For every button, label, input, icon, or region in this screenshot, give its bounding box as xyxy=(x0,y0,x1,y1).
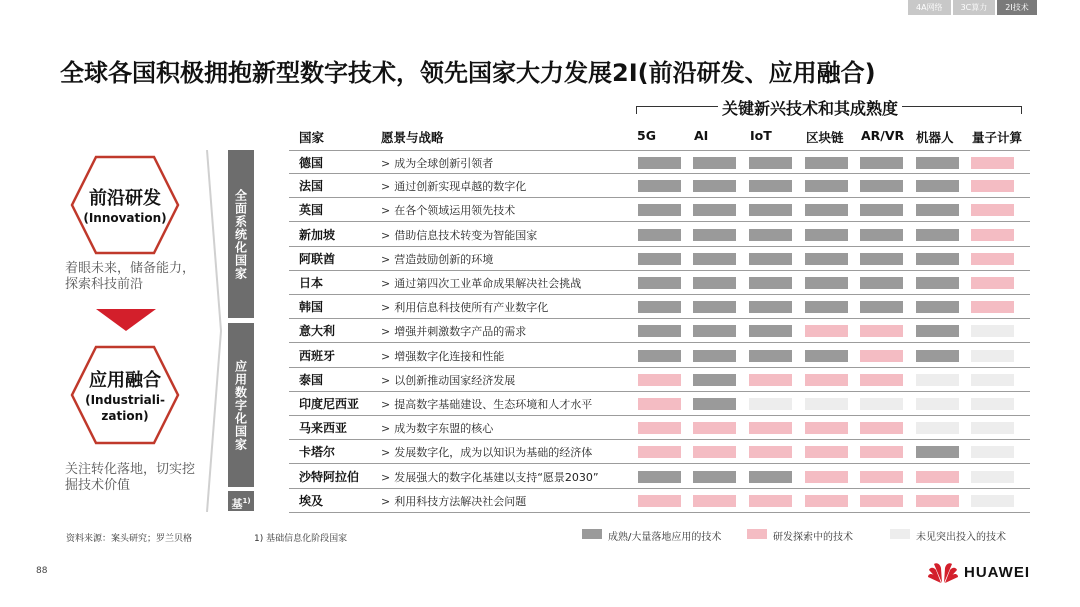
maturity-cell xyxy=(971,446,1014,458)
group-basic-label: 基 xyxy=(231,497,243,511)
maturity-cell xyxy=(860,446,903,458)
vision-label: 在各个领域运用领先技术 xyxy=(394,204,516,218)
bullet-arrow-icon: > xyxy=(381,301,391,315)
table-row xyxy=(289,271,1030,295)
bullet-arrow-icon: > xyxy=(381,373,391,387)
vision-text xyxy=(381,202,515,218)
maturity-cell xyxy=(805,180,848,192)
maturity-cell xyxy=(638,374,681,386)
vision-label: 通过第四次工业革命成果解决社会挑战 xyxy=(394,277,582,290)
maturity-cell xyxy=(916,229,959,241)
bullet-arrow-icon: > xyxy=(381,494,391,508)
bullet-arrow-icon: > xyxy=(381,204,391,218)
vision-label: 发展强大的数字化基建以支持“愿景2030” xyxy=(394,470,599,484)
maturity-cell xyxy=(693,180,736,192)
maturity-cell xyxy=(916,277,959,289)
maturity-cell xyxy=(805,157,848,169)
maturity-cell xyxy=(916,446,959,458)
maturity-cell xyxy=(749,350,792,362)
legend-swatch-none xyxy=(890,529,910,539)
innovation-description: 着眼未来，储备能力，探索科技前沿 xyxy=(65,261,196,292)
maturity-cell xyxy=(971,471,1014,483)
logo-text: HUAWEI xyxy=(964,563,1030,581)
maturity-cell xyxy=(860,301,903,313)
maturity-cell xyxy=(638,253,681,265)
country-name: 印度尼西亚 xyxy=(299,397,360,411)
vision-text xyxy=(381,299,548,315)
vision-text xyxy=(381,348,504,364)
innovation-subtitle: (Innovation) xyxy=(83,211,167,225)
key-tech-title: 关键新兴技术和其成熟度 xyxy=(718,96,902,119)
vision-label: 增强数字化连接和性能 xyxy=(394,349,505,363)
vision-label: 发展数字化，成为以知识为基础的经济体 xyxy=(394,446,593,460)
country-name: 马来西亚 xyxy=(299,421,348,436)
legend-swatch-mature xyxy=(582,529,602,539)
country-name: 卡塔尔 xyxy=(299,445,336,460)
maturity-cell xyxy=(749,422,792,434)
maturity-cell xyxy=(971,229,1014,241)
bullet-arrow-icon: > xyxy=(381,228,391,242)
header-tech-ai: AI xyxy=(694,128,709,143)
bullet-arrow-icon: > xyxy=(381,398,391,411)
huawei-flower-icon xyxy=(928,560,958,584)
maturity-cell xyxy=(805,374,848,386)
maturity-cell xyxy=(805,446,848,458)
bullet-arrow-icon: > xyxy=(381,325,391,339)
country-name: 泰国 xyxy=(299,372,324,387)
maturity-cell xyxy=(638,229,681,241)
header-tech-5g: 5G xyxy=(637,128,656,143)
maturity-cell xyxy=(971,204,1014,216)
source-note: 资料来源：案头研究；罗兰贝格 xyxy=(66,534,193,544)
footnote: 1) 基础信息化阶段国家 xyxy=(254,534,348,544)
bullet-arrow-icon: > xyxy=(381,252,391,266)
maturity-cell xyxy=(638,495,681,507)
vision-text xyxy=(381,444,592,460)
header-tech-blockchain: 区块链 xyxy=(806,130,844,145)
vision-label: 以创新推动国家经济发展 xyxy=(394,373,516,387)
maturity-cell xyxy=(860,229,903,241)
vision-text xyxy=(381,155,493,171)
vision-label: 成为数字东盟的核心 xyxy=(394,422,494,436)
maturity-cell xyxy=(916,350,959,362)
maturity-cell xyxy=(805,471,848,483)
country-name: 法国 xyxy=(299,179,324,194)
key-tech-bracket-left xyxy=(636,106,637,114)
maturity-cell xyxy=(971,253,1014,265)
maturity-cell xyxy=(693,471,736,483)
industrialization-subtitle-1: (Industriali- xyxy=(85,393,165,407)
table-row xyxy=(289,465,1030,489)
legend-label-mature: 成熟/大量落地应用的技术 xyxy=(608,532,722,543)
maturity-cell xyxy=(860,277,903,289)
maturity-cell xyxy=(693,350,736,362)
maturity-cell xyxy=(805,277,848,289)
maturity-cell xyxy=(916,157,959,169)
maturity-cell xyxy=(638,350,681,362)
industrialization-subtitle-2: zation) xyxy=(101,409,149,423)
country-name: 新加坡 xyxy=(299,227,336,242)
vision-label: 利用信息科技使所有产业数字化 xyxy=(394,301,549,315)
maturity-cell xyxy=(916,204,959,216)
table-row xyxy=(289,198,1030,222)
vision-text xyxy=(381,323,526,339)
bullet-arrow-icon: > xyxy=(381,157,391,170)
maturity-cell xyxy=(805,325,848,337)
country-name: 日本 xyxy=(299,276,324,290)
vision-label: 提高数字基础建设、生态环境和人才水平 xyxy=(394,398,593,411)
maturity-cell xyxy=(693,374,736,386)
table-row xyxy=(289,247,1030,271)
maturity-cell xyxy=(749,277,792,289)
industrialization-description: 关注转化落地，切实挖掘技术价值 xyxy=(65,462,196,493)
country-name: 意大利 xyxy=(299,324,336,339)
maturity-cell xyxy=(638,398,681,410)
maturity-cell xyxy=(916,301,959,313)
country-name: 阿联酋 xyxy=(299,251,336,266)
innovation-title: 前沿研发 xyxy=(89,188,161,209)
table-row xyxy=(289,416,1030,440)
maturity-cell xyxy=(916,374,959,386)
maturity-cell xyxy=(749,495,792,507)
vision-text xyxy=(381,227,537,243)
bullet-arrow-icon: > xyxy=(381,180,391,194)
maturity-cell xyxy=(971,495,1014,507)
maturity-cell xyxy=(638,180,681,192)
maturity-cell xyxy=(860,495,903,507)
vision-label: 利用科技方法解决社会问题 xyxy=(394,494,527,508)
legend-swatch-research xyxy=(747,529,767,539)
down-arrow-icon xyxy=(96,309,156,331)
maturity-cell xyxy=(638,446,681,458)
vision-text xyxy=(381,178,526,194)
table-row xyxy=(289,174,1030,198)
country-name: 埃及 xyxy=(299,493,324,508)
maturity-cell xyxy=(916,180,959,192)
huawei-logo xyxy=(928,560,1030,584)
key-tech-bracket-right xyxy=(1021,106,1022,114)
innovation-badge xyxy=(70,155,180,255)
vision-text xyxy=(381,275,581,291)
maturity-cell xyxy=(693,495,736,507)
country-name: 韩国 xyxy=(299,300,324,315)
maturity-cell xyxy=(638,277,681,289)
group-comprehensive: 全面系统化国家 xyxy=(228,150,254,318)
vision-label: 通过创新实现卓越的数字化 xyxy=(394,180,527,194)
industrialization-badge xyxy=(70,345,180,445)
maturity-cell xyxy=(805,301,848,313)
vision-text xyxy=(381,251,493,267)
table-row xyxy=(289,150,1030,174)
maturity-cell xyxy=(971,157,1014,169)
maturity-cell xyxy=(693,398,736,410)
maturity-cell xyxy=(860,157,903,169)
maturity-cell xyxy=(693,157,736,169)
maturity-cell xyxy=(749,398,792,410)
vision-label: 成为全球创新引领者 xyxy=(394,157,494,170)
maturity-cell xyxy=(805,253,848,265)
maturity-cell xyxy=(860,398,903,410)
country-name: 英国 xyxy=(299,203,324,218)
maturity-cell xyxy=(916,253,959,265)
maturity-cell xyxy=(749,301,792,313)
page-number: 88 xyxy=(36,566,48,576)
bullet-arrow-icon: > xyxy=(381,470,391,484)
maturity-cell xyxy=(971,180,1014,192)
maturity-cell xyxy=(693,277,736,289)
header-country: 国家 xyxy=(299,130,325,145)
country-name: 沙特阿拉伯 xyxy=(299,469,360,484)
maturity-cell xyxy=(971,277,1014,289)
vision-text xyxy=(381,396,592,412)
table-row xyxy=(289,319,1030,343)
maturity-cell xyxy=(693,253,736,265)
maturity-cell xyxy=(749,471,792,483)
maturity-cell xyxy=(749,253,792,265)
bullet-arrow-icon: > xyxy=(381,422,391,436)
maturity-cell xyxy=(749,229,792,241)
maturity-cell xyxy=(860,422,903,434)
maturity-cell xyxy=(860,350,903,362)
maturity-cell xyxy=(805,350,848,362)
header-tech-robot: 机器人 xyxy=(916,130,954,145)
maturity-cell xyxy=(749,446,792,458)
table-row xyxy=(289,489,1030,513)
maturity-cell xyxy=(638,471,681,483)
maturity-cell xyxy=(693,422,736,434)
maturity-cell xyxy=(693,446,736,458)
maturity-cell xyxy=(693,204,736,216)
maturity-cell xyxy=(860,253,903,265)
maturity-cell xyxy=(638,301,681,313)
maturity-cell xyxy=(693,325,736,337)
maturity-cell xyxy=(805,204,848,216)
maturity-cell xyxy=(749,157,792,169)
maturity-cell xyxy=(860,204,903,216)
maturity-cell xyxy=(971,301,1014,313)
maturity-cell xyxy=(805,422,848,434)
table-row xyxy=(289,223,1030,247)
bullet-arrow-icon: > xyxy=(381,446,391,460)
maturity-cell xyxy=(971,422,1014,434)
vision-label: 营造鼓励创新的环境 xyxy=(394,252,494,266)
group-applied: 应用数字化国家 xyxy=(228,323,254,487)
header-vision: 愿景与战略 xyxy=(381,130,444,145)
maturity-cell xyxy=(971,374,1014,386)
table-row xyxy=(289,440,1030,464)
maturity-cell xyxy=(805,229,848,241)
tab-4a-network[interactable]: 4A网络 xyxy=(908,0,951,15)
maturity-cell xyxy=(860,374,903,386)
maturity-cell xyxy=(916,398,959,410)
maturity-cell xyxy=(805,495,848,507)
table-row xyxy=(289,368,1030,392)
legend-label-research: 研发探索中的技术 xyxy=(773,532,853,543)
maturity-cell xyxy=(916,495,959,507)
maturity-cell xyxy=(916,422,959,434)
bullet-arrow-icon: > xyxy=(381,349,391,363)
table-row xyxy=(289,344,1030,368)
maturity-cell xyxy=(860,180,903,192)
maturity-cell xyxy=(971,398,1014,410)
maturity-cell xyxy=(971,350,1014,362)
vision-text xyxy=(381,469,599,485)
maturity-cell xyxy=(971,325,1014,337)
tab-2i-technology[interactable]: 2I技术 xyxy=(997,0,1036,15)
group-basic-footnote: 1) xyxy=(242,497,251,505)
vision-text xyxy=(381,420,493,436)
maturity-cell xyxy=(749,374,792,386)
maturity-cell xyxy=(749,204,792,216)
maturity-cell xyxy=(805,398,848,410)
page-title: 全球各国积极拥抱新型数字技术，领先国家大力发展2I(前沿研发、应用融合) xyxy=(60,59,876,87)
chevron-bracket-icon xyxy=(205,150,225,512)
table-row xyxy=(289,295,1030,319)
legend-label-none: 未见突出投入的技术 xyxy=(916,532,1006,543)
maturity-cell xyxy=(638,157,681,169)
maturity-cell xyxy=(860,471,903,483)
maturity-cell xyxy=(860,325,903,337)
maturity-cell xyxy=(916,471,959,483)
maturity-cell xyxy=(749,325,792,337)
vision-label: 增强并刺激数字产品的需求 xyxy=(394,325,527,339)
maturity-cell xyxy=(693,301,736,313)
section-tabs xyxy=(908,0,1037,15)
maturity-cell xyxy=(916,325,959,337)
header-tech-quantum: 量子计算 xyxy=(972,130,1023,145)
table-row xyxy=(289,392,1030,416)
maturity-cell xyxy=(638,422,681,434)
tab-3c-compute[interactable]: 3C算力 xyxy=(953,0,996,15)
country-name: 德国 xyxy=(299,156,324,170)
maturity-cell xyxy=(638,325,681,337)
maturity-cell xyxy=(749,180,792,192)
vision-text xyxy=(381,493,526,509)
vision-label: 借助信息技术转变为智能国家 xyxy=(394,228,538,242)
bullet-arrow-icon: > xyxy=(381,277,391,290)
maturity-cell xyxy=(693,229,736,241)
country-name: 西班牙 xyxy=(299,348,336,363)
header-tech-iot: IoT xyxy=(750,128,772,143)
industrialization-title: 应用融合 xyxy=(89,370,161,391)
header-tech-arvr: AR/VR xyxy=(861,128,905,143)
vision-text xyxy=(381,372,515,388)
maturity-cell xyxy=(638,204,681,216)
group-basic xyxy=(228,491,254,511)
